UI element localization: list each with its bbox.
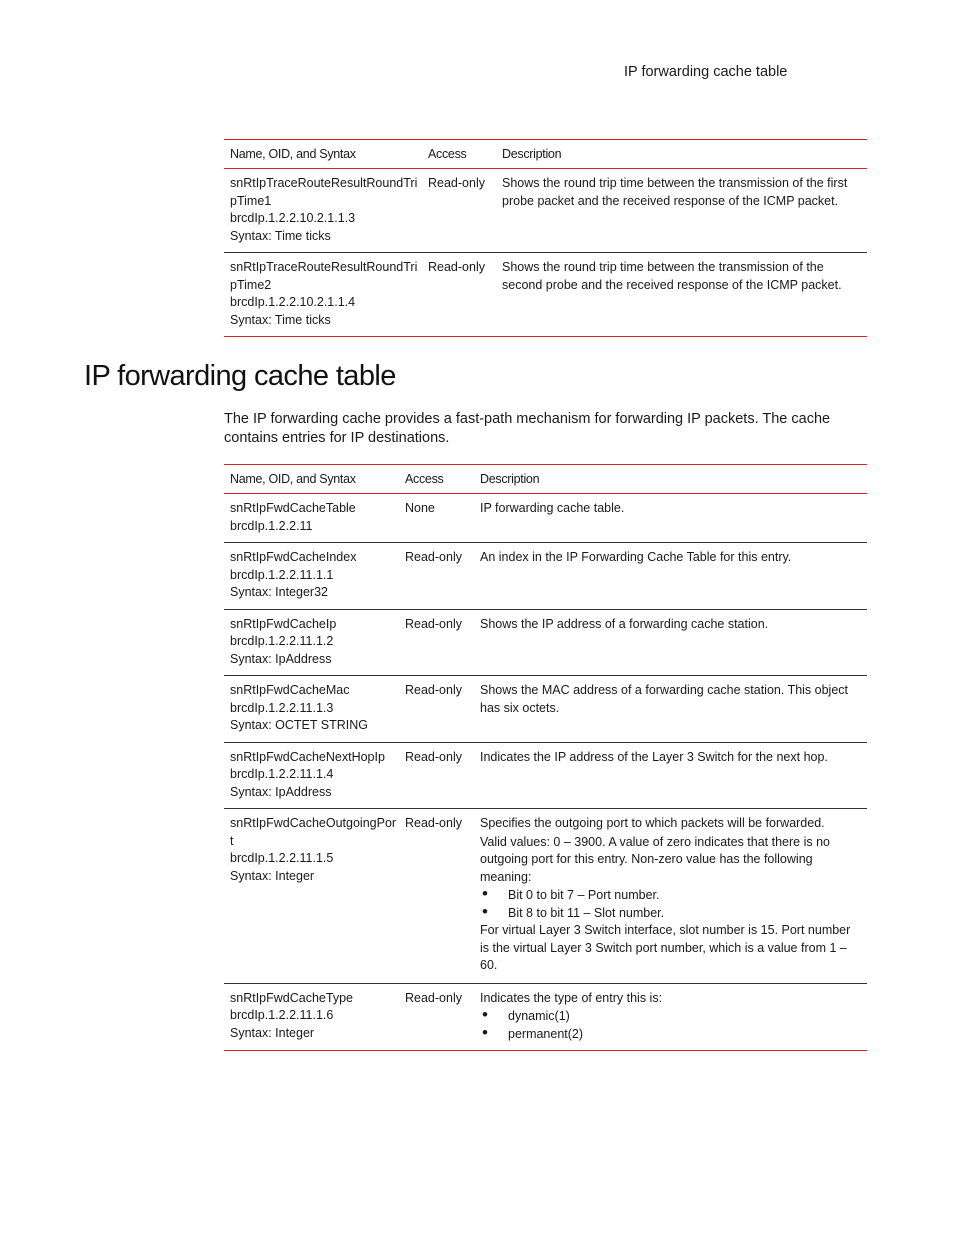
access-cell: Read-only (399, 543, 474, 610)
oid-line: Syntax: Time ticks (230, 312, 331, 327)
oid-line: Syntax: Integer (230, 1025, 315, 1040)
table-row (224, 494, 867, 543)
oid-cell (224, 609, 399, 676)
table-row (224, 809, 867, 984)
oid-line: brcdIp.1.2.2.11.1.3 (230, 700, 334, 715)
oid-cell (224, 494, 399, 543)
access-cell: Read-only (399, 809, 474, 984)
description-text: Valid values: 0 – 3900. A value of zero indicates that there is no outgoing port for this entry. Non-zero value has the following meaning: (480, 834, 830, 884)
mib-table-traceroute (224, 139, 867, 337)
description-cell (474, 543, 867, 610)
oid-cell (224, 983, 399, 1051)
running-header: IP forwarding cache table (624, 64, 788, 80)
access-cell: Read-only (399, 609, 474, 676)
description-cell (496, 253, 867, 337)
oid-line: Syntax: Integer32 (230, 585, 328, 599)
description-cell (474, 676, 867, 743)
oid-cell (224, 169, 422, 253)
description-cell (474, 494, 867, 543)
oid-line: Syntax: IpAddress (230, 784, 332, 799)
description-cell (474, 609, 867, 676)
oid-line: brcdIp.1.2.2.11.1.5 (230, 851, 334, 865)
oid-line: snRtIpFwdCacheMac (230, 683, 350, 697)
bullet-list (480, 1008, 861, 1043)
bullet-item: • dynamic(1) (480, 1008, 861, 1026)
column-header-access: Access (422, 140, 496, 169)
access-cell: Read-only (399, 742, 474, 809)
table-row (224, 983, 867, 1051)
oid-line: Syntax: Time ticks (230, 228, 331, 243)
description-text: For virtual Layer 3 Switch interface, slot number is 15. Port number is the virtual Layer 3 Switch port number, which is a value from 1 – 60. (480, 923, 851, 972)
description-text: IP forwarding cache table. (480, 501, 625, 515)
oid-line: pTime1 (230, 193, 272, 208)
oid-line: snRtIpFwdCacheTable (230, 501, 356, 515)
oid-line: brcdIp.1.2.2.11.1.2 (230, 634, 334, 648)
description-text: Indicates the type of entry this is: (480, 990, 663, 1005)
oid-line: snRtIpFwdCacheOutgoingPor (230, 816, 397, 830)
oid-line: t (230, 833, 234, 848)
oid-line: snRtIpFwdCacheIp (230, 616, 337, 631)
section-title: IP forwarding cache table (84, 360, 396, 392)
column-header-description: Description (474, 465, 867, 494)
bullet-list (480, 887, 861, 922)
access-cell: Read-only (399, 676, 474, 743)
description-cell (474, 983, 867, 1051)
description-cell (474, 809, 867, 984)
oid-line: snRtIpFwdCacheType (230, 990, 353, 1005)
access-cell: Read-only (422, 253, 496, 337)
table-row (224, 676, 867, 743)
description-text: Shows the MAC address of a forwarding cache station. This object has six octets. (480, 683, 849, 715)
description-text: Shows the IP address of a forwarding cache station. (480, 616, 769, 631)
bullet-item: • permanent(2) (480, 1026, 861, 1044)
oid-cell (224, 742, 399, 809)
oid-cell (224, 253, 422, 337)
description-cell (474, 742, 867, 809)
oid-line: snRtIpTraceRouteResultRoundTri (230, 260, 418, 274)
oid-line: Syntax: Integer (230, 868, 315, 883)
access-cell: Read-only (399, 983, 474, 1051)
oid-line: brcdIp.1.2.2.10.2.1.1.4 (230, 295, 356, 309)
column-header-name: Name, OID, and Syntax (224, 465, 399, 494)
oid-line: snRtIpFwdCacheNextHopIp (230, 749, 385, 764)
oid-line: brcdIp.1.2.2.11.1.6 (230, 1008, 334, 1022)
table-header-row (224, 140, 867, 169)
oid-line: brcdIp.1.2.2.11 (230, 518, 313, 533)
oid-line: brcdIp.1.2.2.11.1.1 (230, 567, 334, 582)
description-text: Shows the round trip time between the transmission of the second probe and the received response of the ICMP packet. (502, 260, 842, 292)
oid-line: snRtIpFwdCacheIndex (230, 550, 357, 564)
description-text: Shows the round trip time between the transmission of the first probe packet and the received response of the ICMP packet. (502, 176, 848, 208)
oid-line: snRtIpTraceRouteResultRoundTri (230, 176, 418, 190)
oid-line: brcdIp.1.2.2.11.1.4 (230, 767, 334, 781)
oid-line: Syntax: OCTET STRING (230, 718, 368, 732)
oid-line: brcdIp.1.2.2.10.2.1.1.3 (230, 211, 356, 225)
oid-line: pTime2 (230, 277, 272, 292)
access-cell: None (399, 494, 474, 543)
bullet-item: • Bit 8 to bit 11 – Slot number. (480, 905, 861, 923)
table-row (224, 742, 867, 809)
description-text: Specifies the outgoing port to which packets will be forwarded. (480, 816, 825, 830)
mib-table-fwd-cache (224, 464, 867, 1051)
access-cell: Read-only (422, 169, 496, 253)
oid-line: Syntax: IpAddress (230, 651, 332, 666)
description-text: Indicates the IP address of the Layer 3 Switch for the next hop. (480, 749, 828, 764)
column-header-access: Access (399, 465, 474, 494)
table-header-row (224, 465, 867, 494)
oid-cell (224, 809, 399, 984)
description-cell (496, 169, 867, 253)
column-header-name: Name, OID, and Syntax (224, 140, 422, 169)
table-row (224, 543, 867, 610)
oid-cell (224, 676, 399, 743)
table-row (224, 253, 867, 337)
oid-cell (224, 543, 399, 610)
column-header-description: Description (496, 140, 867, 169)
description-text: An index in the IP Forwarding Cache Table for this entry. (480, 550, 792, 564)
section-intro: The IP forwarding cache provides a fast-path mechanism for forwarding IP packets. The cache contains entries for IP destinations. (224, 411, 831, 446)
table-row (224, 609, 867, 676)
bullet-item: • Bit 0 to bit 7 – Port number. (480, 887, 861, 905)
table-row (224, 169, 867, 253)
